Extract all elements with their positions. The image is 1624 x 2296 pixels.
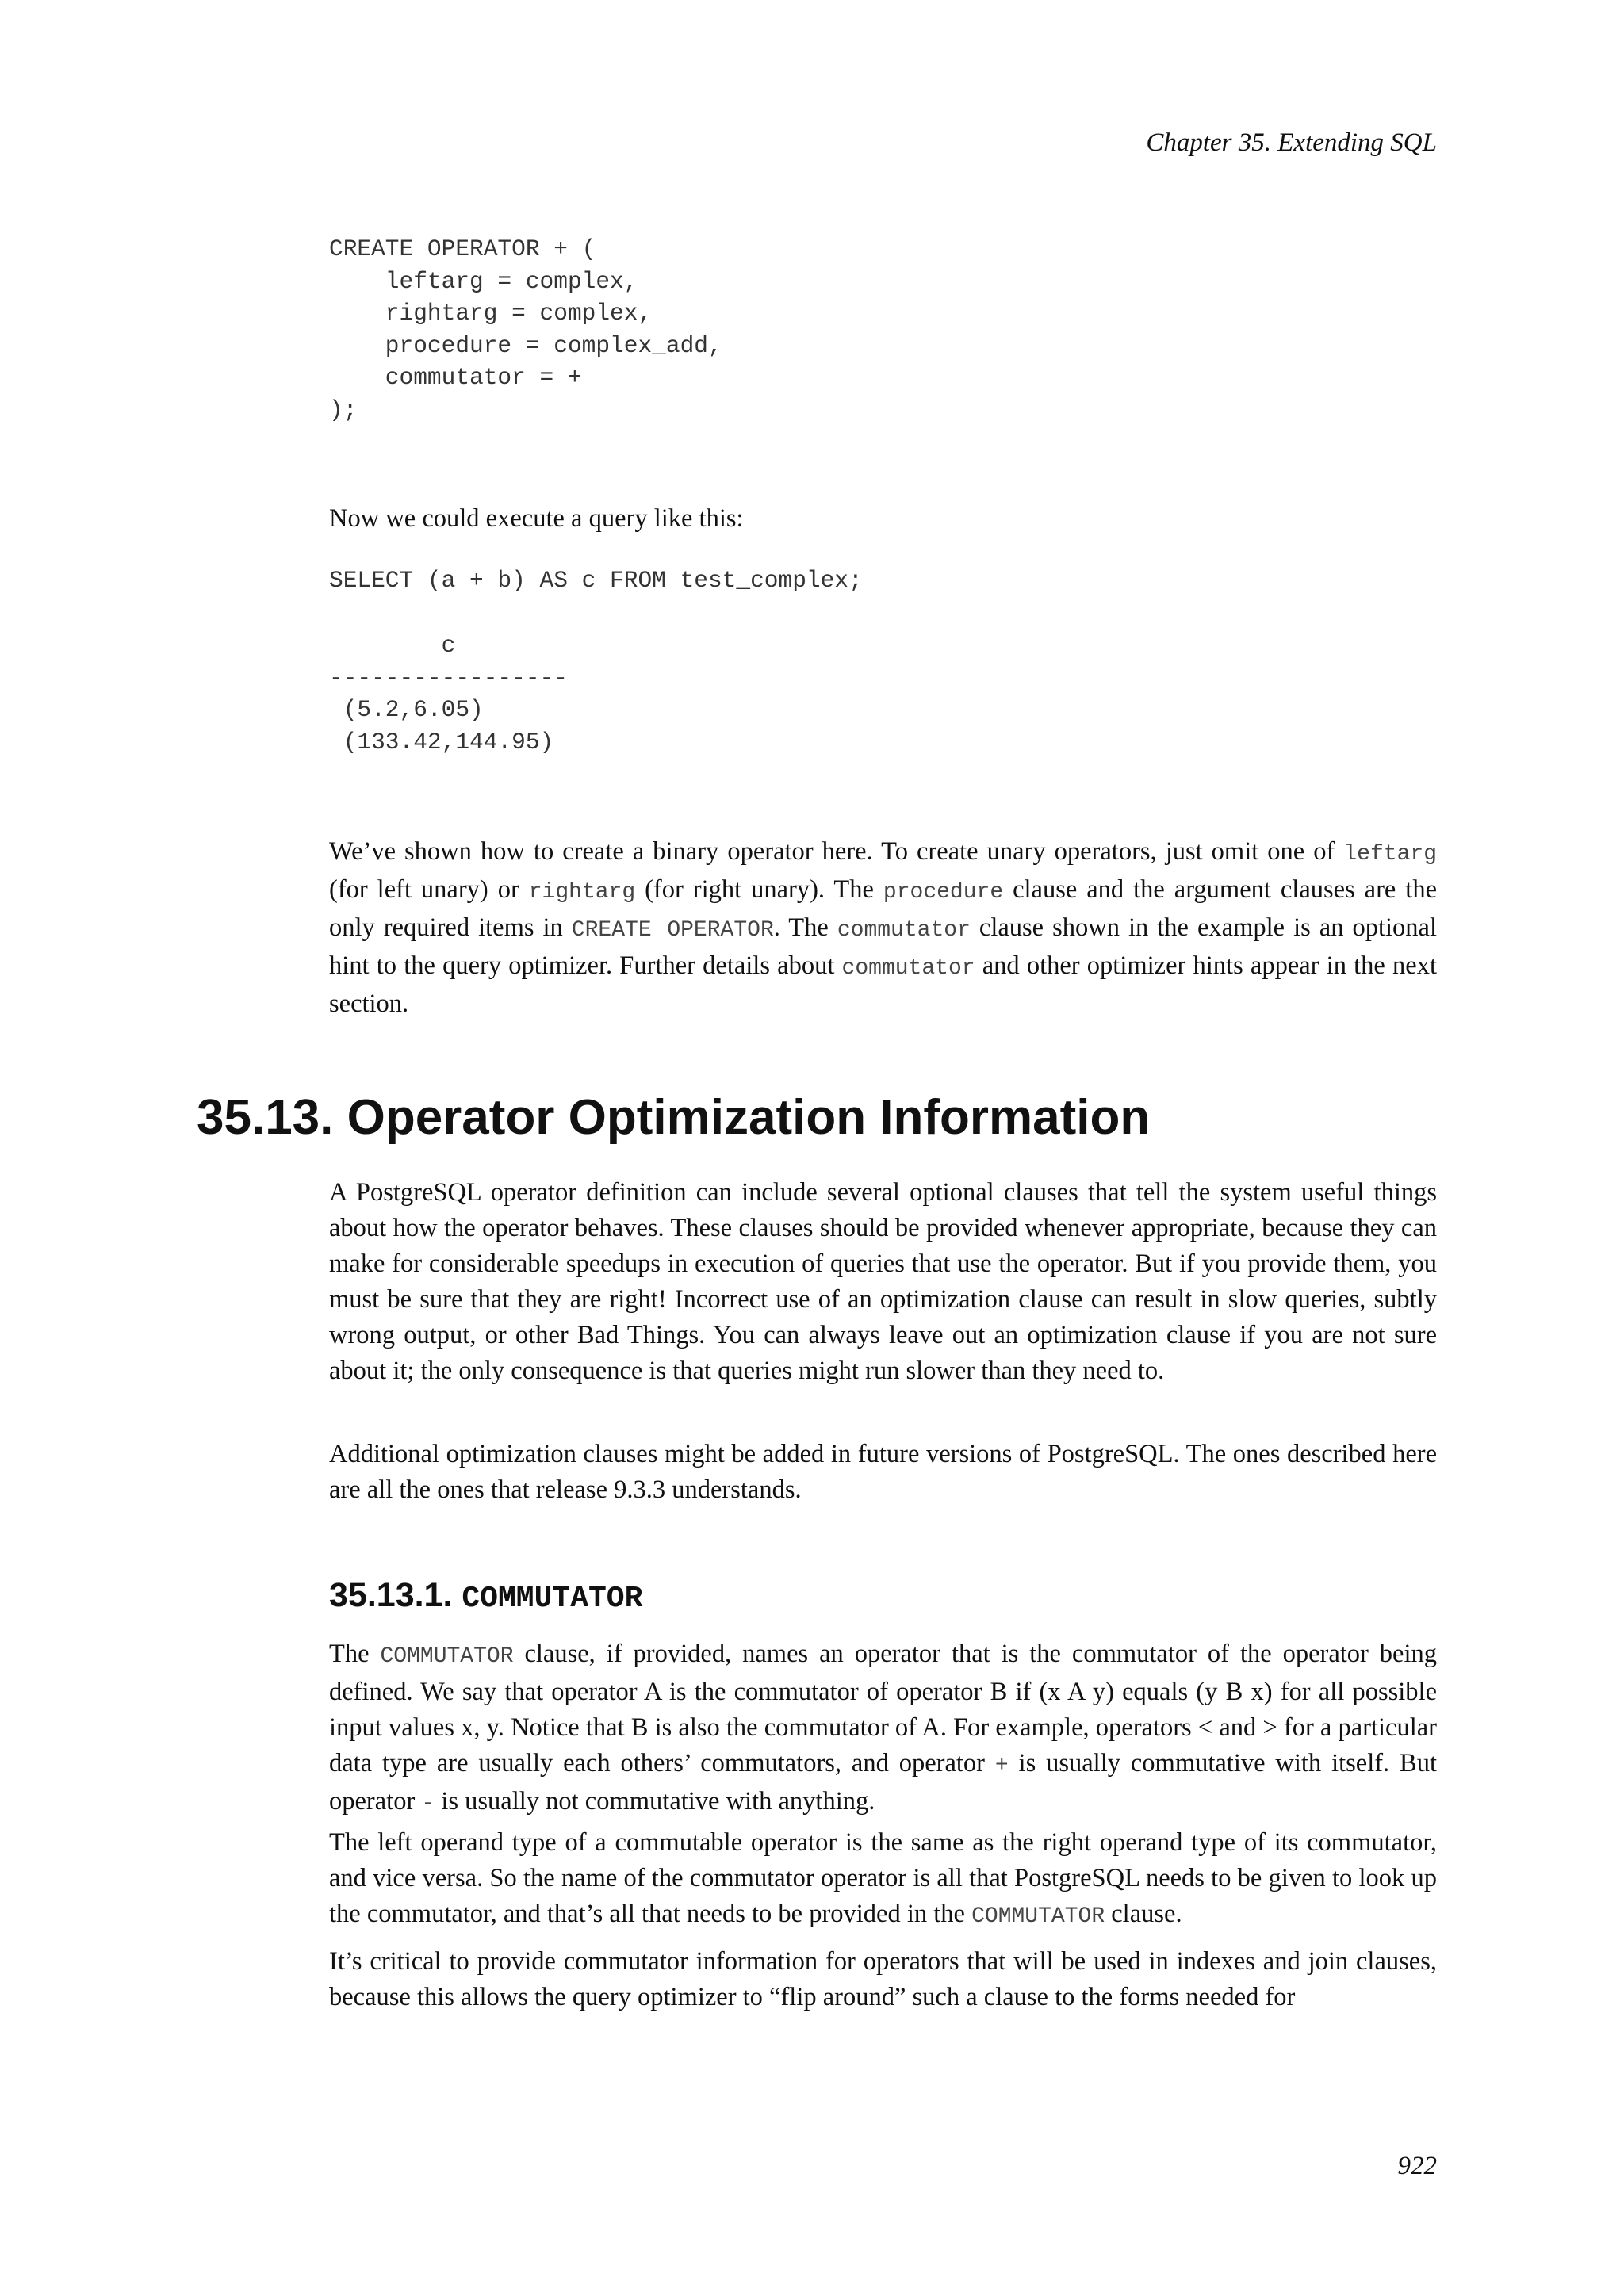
code-select-query: SELECT (a + b) AS c FROM test_complex; [329,567,863,594]
inline-code-commutator-clause-2: COMMUTATOR [971,1904,1105,1929]
inline-code-rightarg: rightarg [528,880,636,905]
inline-code-commutator: commutator [837,918,971,943]
inline-code-commutator-clause: COMMUTATOR [380,1644,514,1669]
section-paragraph-2: Additional optimization clauses might be added in future versions of PostgreSQL. The ones described here are all the ones that release 9.3.3 understands. [329,1440,1437,1504]
query-result: c ----------------- (5.2,6.05) (133.42,144.95) [329,632,568,756]
inline-code-minus: - [421,1792,435,1816]
code-create-operator: CREATE OPERATOR + ( leftarg = complex, rightarg = complex, procedure = complex_add, commutator = + ); [329,235,722,423]
subsection-keyword: COMMUTATOR [462,1582,643,1616]
page-number: 922 [1397,2152,1437,2180]
intro-query-text: Now we could execute a query like this: [329,504,744,533]
inline-code-commutator-2: commutator [841,956,975,981]
section-paragraph-1: A PostgreSQL operator definition can include several optional clauses that tell the system useful things about how the operator behaves. These clauses should be provided whenever appropriate, because they can make for considerable speedups in execution of queries that use the operator. But if you provide them, you must be sure that they are right! Incorrect use of an optimization clause can result in slow queries, subtly wrong output, or other Bad Things. You can always leave out an optimization clause if you are not sure about it; the only consequence is that queries might run slower than they need to. [329,1178,1437,1385]
subsection-paragraph-3: It’s critical to provide commutator information for operators that will be used in indexes and join clauses, because this allows the query optimizer to “flip around” such a clause to the forms needed for [329,1947,1437,2011]
subsection-title [329,1574,642,1621]
subsection-paragraph-1: The COMMUTATOR clause, if provided, names an operator that is the commutator of the operator being defined. We say that operator A is the commutator of operator B if (x A y) equals (y B x) for all possible input values x, y. Notice that B is also the commutator of A. For example, operators < and > for a particular data type are usually each others’ commutators, and operator + is usually commutative with itself. But operator - is usually not commutative with anything. [329,1640,1438,1816]
running-header: Chapter 35. Extending SQL [1146,128,1437,157]
subsection-paragraph-2: The left operand type of a commutable operator is the same as the right operand type of its commutator, and vice versa. So the name of the commutator operator is all that PostgreSQL needs to be given to look up the commutator, and that’s all that needs to be provided in the COMMUTATOR clause. [329,1828,1437,1929]
section-title: 35.13. Operator Optimization Information [197,1090,1151,1145]
inline-code-plus: + [994,1754,1009,1778]
inline-code-create-operator: CREATE OPERATOR [571,918,774,943]
inline-code-leftarg: leftarg [1343,842,1437,867]
subsection-number: 35.13.1. [329,1576,453,1614]
binary-operator-paragraph: We’ve shown how to create a binary operator here. To create unary operators, just omit one of leftarg (for left unary) or rightarg (for right unary). The procedure clause and the argument clauses are the only required items in CREATE OPERATOR. The commutator clause shown in the example is an optional hint to the query optimizer. Further details about commutator and other optimizer hints appear in the next section. [329,837,1437,1018]
inline-code-procedure: procedure [883,880,1004,905]
